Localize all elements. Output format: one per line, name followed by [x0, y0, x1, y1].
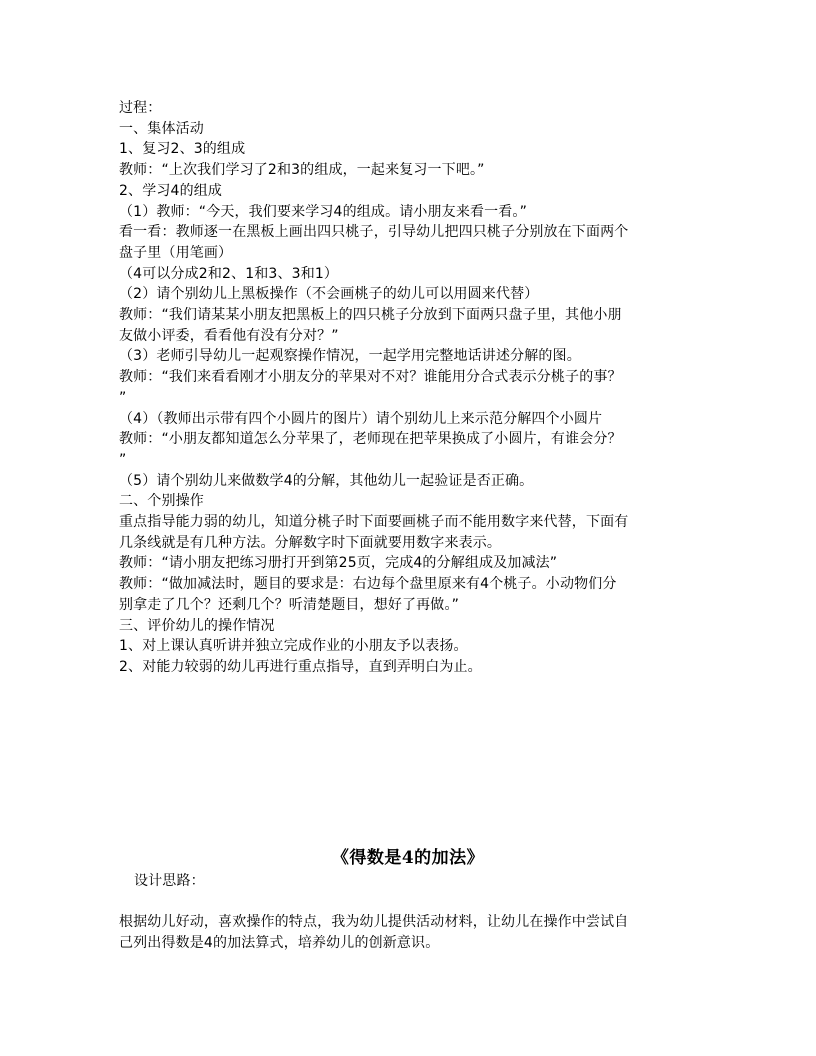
text-line: 盘子里（用笔画）: [119, 244, 233, 261]
text-line: 教师：“请小朋友把练习册打开到第25页，完成4的分解组成及加减法”: [119, 555, 558, 572]
text-line: 教师：“我们请某某小朋友把黑板上的四只桃子分放到下面两只盘子里，其他小朋: [119, 307, 622, 324]
text-line: 根据幼儿好动，喜欢操作的特点，我为幼儿提供活动材料，让幼儿在操作中尝试自: [119, 914, 629, 930]
text-line: ”: [119, 451, 127, 468]
text-line: 重点指导能力弱的幼儿，知道分桃子时下面要画桃子而不能用数字来代替，下面有: [119, 514, 629, 531]
design-idea-paragraph: [119, 912, 699, 954]
section-heading-individual-operation: 二、个别操作: [119, 493, 204, 510]
lesson-process-section: [119, 98, 699, 678]
text-line: 教师：“我们来看看刚才小朋友分的苹果对不对？谁能用分合式表示分桃子的事？: [119, 369, 622, 386]
process-heading: 过程：: [119, 100, 162, 116]
text-line: （5）请个别幼儿来做数学4的分解，其他幼儿一起验证是否正确。: [119, 472, 534, 489]
text-line: 教师：“上次我们学习了2和3的组成，一起来复习一下吧。”: [119, 162, 485, 179]
text-line: 1、复习2、3的组成: [119, 141, 246, 158]
text-line: 1、对上课认真听讲并独立完成作业的小朋友予以表扬。: [119, 638, 468, 655]
text-line: 几条线就是有几种方法。分解数字时下面就要用数字来表示。: [119, 534, 502, 551]
text-line: 别拿走了几个？还剩几个？听清楚题目，想好了再做。”: [119, 596, 460, 613]
section-heading-evaluation: 三、评价幼儿的操作情况: [119, 617, 275, 634]
text-line: （4可以分成2和2、1和3、3和1）: [119, 265, 339, 282]
text-line: （3）老师引导幼儿一起观察操作情况，一起学用完整地话讲述分解的图。: [119, 348, 581, 365]
text-line: （2）请个别幼儿上黑板操作（不会画桃子的幼儿可以用圆来代替）: [119, 286, 539, 303]
design-idea-label: 设计思路：: [134, 873, 205, 889]
text-line: 友做小评委，看看他有没有分对？”: [119, 327, 339, 344]
text-line: 2、对能力较弱的幼儿再进行重点指导，直到弄明白为止。: [119, 658, 482, 675]
lesson-title: 《得数是4的加法》: [331, 848, 485, 868]
text-line: 教师：“做加减法时，题目的要求是：右边每个盘里原来有4个桃子。小动物们分: [119, 576, 617, 593]
text-line: 教师：“小朋友都知道怎么分苹果了，老师现在把苹果换成了小圆片，有谁会分？: [119, 431, 622, 448]
text-line: ”: [119, 389, 127, 406]
text-line: 看一看：教师逐一在黑板上画出四只桃子，引导幼儿把四只桃子分别放在下面两个: [119, 224, 629, 241]
text-line: （4）（教师出示带有四个小圆片的图片）请个别幼儿上来示范分解四个小圆片: [119, 410, 603, 427]
text-line: 己列出得数是4的加法算式，培养幼儿的创新意识。: [119, 935, 440, 951]
text-line: 2、学习4的组成: [119, 182, 223, 199]
section-heading-group-activity: 一、集体活动: [119, 120, 204, 137]
text-line: （1）教师：“今天，我们要来学习4的组成。请小朋友来看一看。”: [119, 203, 527, 220]
